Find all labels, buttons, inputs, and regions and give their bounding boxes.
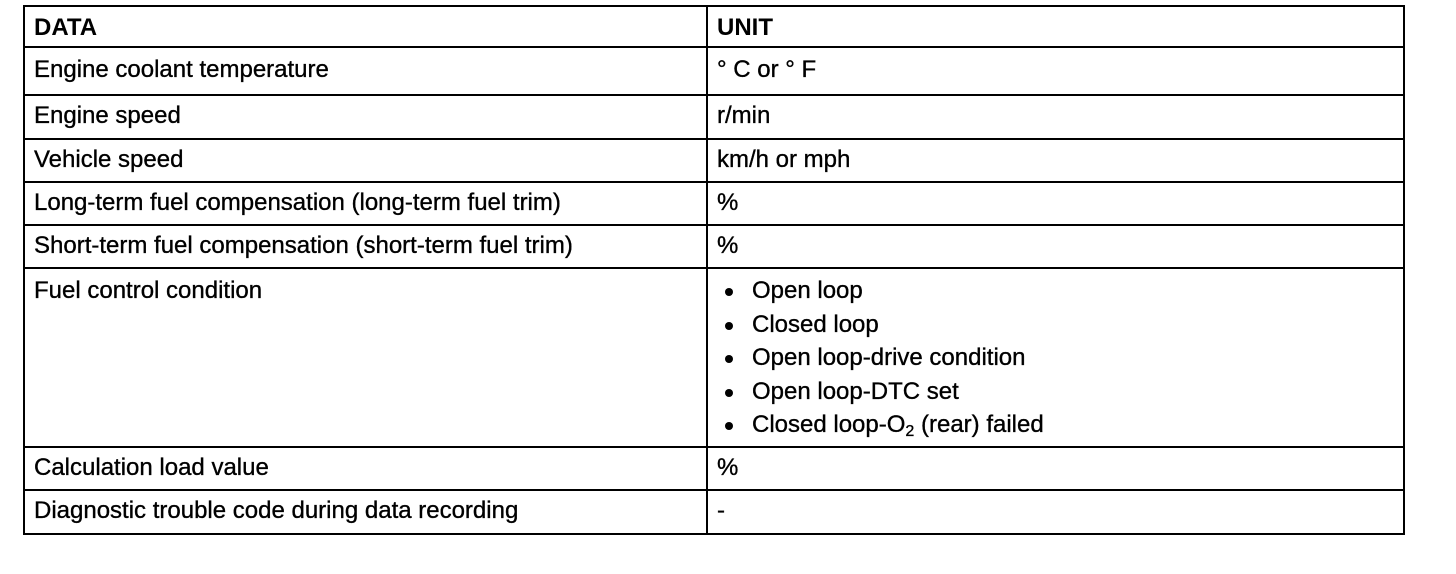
data-cell: Engine coolant temperature [24, 47, 707, 95]
list-item-label: Open loop-DTC set [752, 377, 959, 405]
table-row [24, 139, 1404, 182]
unit-cell [707, 268, 1404, 447]
data-cell: Fuel control condition [24, 268, 707, 447]
list-item [717, 410, 1403, 444]
data-cell: Diagnostic trouble code during data recording [24, 490, 707, 534]
table-header-row [24, 6, 1404, 47]
data-cell: Short-term fuel compensation (short-term fuel trim) [24, 225, 707, 268]
label-subscript: 2 [905, 423, 915, 440]
list-item-label: Open loop-drive condition [752, 344, 1026, 371]
list-item-label: Closed loop [752, 310, 879, 338]
list-item [717, 343, 1403, 377]
data-cell: Vehicle speed [24, 139, 707, 182]
table-row [24, 225, 1404, 268]
list-item [717, 377, 1403, 411]
unit-cell: - [707, 490, 1404, 534]
data-cell: Engine speed [24, 95, 707, 139]
bullet-icon [725, 322, 733, 330]
unit-cell: km/h or mph [707, 139, 1404, 182]
list-item-label: Open loop [752, 277, 863, 304]
bullet-icon [725, 288, 733, 296]
label-prefix: Closed loop-O [752, 411, 906, 438]
table-row [24, 490, 1404, 534]
table-row [24, 95, 1404, 139]
data-cell: Long-term fuel compensation (long-term fuel trim) [24, 182, 707, 225]
table-row [24, 182, 1404, 225]
unit-cell: r/min [707, 95, 1404, 139]
bullet-icon [725, 422, 733, 430]
header-data: DATA [24, 6, 707, 47]
header-unit: UNIT [707, 6, 1404, 47]
table-row [24, 268, 1404, 447]
label-suffix: (rear) failed [914, 411, 1044, 438]
table-row [24, 447, 1404, 490]
data-cell: Calculation load value [24, 447, 707, 490]
bullet-icon [725, 355, 733, 363]
list-item [717, 276, 1403, 310]
unit-cell: ° C or ° F [707, 47, 1404, 95]
list-item [717, 310, 1403, 344]
list-item-label [752, 411, 1044, 438]
bullet-icon [725, 389, 733, 397]
fuel-condition-list [717, 276, 1403, 444]
table-row [24, 47, 1404, 95]
unit-cell: % [707, 182, 1404, 225]
data-unit-table [23, 5, 1405, 535]
unit-cell: % [707, 447, 1404, 490]
unit-cell: % [707, 225, 1404, 268]
